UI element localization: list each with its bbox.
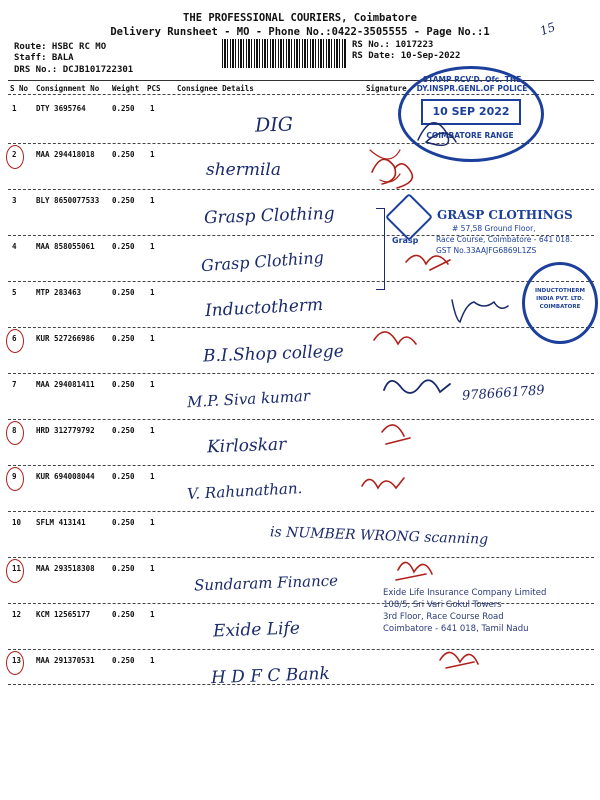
- col-consignee: Consignee Details: [177, 84, 254, 93]
- col-weight: Weight: [112, 84, 140, 93]
- signature-row1: [418, 123, 456, 146]
- runsheet-subtitle: Delivery Runsheet - MO - Phone No.:0422-3505555 - Page No.:1: [110, 26, 490, 38]
- row-consignment: KUR 694008044: [36, 472, 95, 481]
- row-weight: 0.250: [112, 242, 135, 251]
- row-weight: 0.250: [112, 150, 135, 159]
- exide-stamp-line-3: 3rd Floor, Race Course Road: [383, 612, 504, 622]
- signature-row5: [452, 300, 508, 322]
- signature-row8: [382, 425, 410, 444]
- row-consignee-handwritten: Inductotherm: [204, 294, 324, 322]
- row-consignment: MAA 294418018: [36, 150, 95, 159]
- row-consignment: KCM 12565177: [36, 610, 91, 619]
- row-weight: 0.250: [112, 472, 135, 481]
- row-weight: 0.250: [112, 196, 135, 205]
- signature-row4: [406, 255, 450, 270]
- rs-date: RS Date: 10-Sep-2022: [352, 51, 461, 61]
- row-weight: 0.250: [112, 334, 135, 343]
- row-pcs: 1: [150, 472, 155, 481]
- row-sno: 4: [12, 242, 17, 251]
- drs-number: DRS No.: DCJB101722301: [14, 65, 134, 75]
- row-sno: 6: [12, 334, 17, 343]
- grasp-logo-text: Grasp: [392, 236, 419, 245]
- row-consignment: DTY 3695764: [36, 104, 86, 113]
- row-consignment: MAA 858055061: [36, 242, 95, 251]
- signature-row2: [372, 159, 412, 188]
- row-consignment: MAA 294081411: [36, 380, 95, 389]
- row-pcs: 1: [150, 518, 155, 527]
- signature-row11: [396, 562, 432, 580]
- row-consignment: HRD 312779792: [36, 426, 95, 435]
- row-pcs: 1: [150, 196, 155, 205]
- col-signature: Signature: [366, 84, 407, 93]
- row-consignment: KUR 527266986: [36, 334, 95, 343]
- exide-stamp-line-2: 108/5, Sri Vari Gokul Towers: [383, 600, 502, 610]
- row-consignee-handwritten: is NUMBER WRONG scanning: [269, 524, 489, 548]
- rs-number: RS No.: 1017223: [352, 40, 434, 50]
- row-sno: 9: [12, 472, 17, 481]
- grasp-address-2: Race Course, Coimbatore - 641 018.: [436, 235, 573, 244]
- row-weight: 0.250: [112, 610, 135, 619]
- row-consignee-handwritten: M.P. Siva kumar: [186, 386, 311, 412]
- row-sno: 7: [12, 380, 17, 389]
- row-weight: 0.250: [112, 564, 135, 573]
- row-consignment: BLY 8650077533: [36, 196, 100, 205]
- row-consignee-handwritten: shermila: [206, 160, 281, 180]
- table-bottom-rule: [8, 684, 594, 685]
- col-pcs: PCS: [147, 84, 161, 93]
- row-pcs: 1: [150, 564, 155, 573]
- route-label: Route: HSBC RC MO: [14, 42, 107, 52]
- row-pcs: 1: [150, 610, 155, 619]
- exide-stamp-line-1: Exide Life Insurance Company Limited: [383, 588, 547, 598]
- police-stamp-ring-text: STAMP RCV'D. Ofc. THE DY.INSPR.GENL.OF POLICE: [416, 75, 528, 93]
- row-sno: 10: [12, 518, 22, 527]
- row-weight: 0.250: [112, 518, 135, 527]
- row-consignee-handwritten: V. Rahunathan.: [186, 478, 303, 504]
- police-stamp-range: COIMBATORE RANGE: [426, 131, 514, 140]
- col-sno: S No: [10, 84, 29, 93]
- row-consignee-handwritten: B.I.Shop college: [202, 341, 345, 367]
- row-pcs: 1: [150, 380, 155, 389]
- row-pcs: 1: [150, 242, 155, 251]
- inductotherm-ring-text: INDUCTOTHERM INDIA PVT. LTD. COIMBATORE: [535, 288, 585, 310]
- row-pcs: 1: [150, 426, 155, 435]
- row-sno: 8: [12, 426, 17, 435]
- row-sno: 3: [12, 196, 17, 205]
- company-title: THE PROFESSIONAL COURIERS, Coimbatore: [183, 12, 417, 24]
- signature-row9: [362, 478, 404, 488]
- police-stamp-date: 10 SEP 2022: [421, 99, 521, 125]
- row-consignee-handwritten: DIG: [254, 113, 294, 137]
- signature-row13: [440, 652, 478, 668]
- phone-note: 9786661789: [461, 383, 546, 404]
- row-consignment: MTP 283463: [36, 288, 82, 297]
- row-pcs: 1: [150, 104, 155, 113]
- row-consignee-handwritten: Kirloskar: [206, 434, 287, 458]
- row-weight: 0.250: [112, 656, 135, 665]
- row-weight: 0.250: [112, 104, 135, 113]
- row-consignment: MAA 291370531: [36, 656, 95, 665]
- row-consignment: SFLM 413141: [36, 518, 86, 527]
- row-sno: 12: [12, 610, 22, 619]
- signature-row6: [374, 332, 416, 344]
- row-sno: 13: [12, 656, 22, 665]
- row-sno: 11: [12, 564, 22, 573]
- grasp-address-1: # 57,58 Ground Floor,: [452, 224, 536, 233]
- row-consignee-handwritten: Sundaram Finance: [193, 571, 339, 595]
- row-consignee-handwritten: Exide Life: [212, 618, 301, 642]
- row-consignee-handwritten: H D F C Bank: [210, 663, 331, 689]
- grasp-gst: GST No.33AAJFG6869L1ZS: [436, 246, 537, 255]
- row-consignee-handwritten: Grasp Clothing: [203, 203, 335, 229]
- grasp-company-name: GRASP CLOTHINGS: [437, 208, 573, 222]
- col-consignment: Consignment No: [36, 84, 100, 93]
- row-sno: 1: [12, 104, 17, 113]
- row-sno: 2: [12, 150, 17, 159]
- row-pcs: 1: [150, 150, 155, 159]
- row-pcs: 1: [150, 288, 155, 297]
- row-sno: 5: [12, 288, 17, 297]
- page-corner-note: 15: [538, 19, 558, 39]
- row-consignee-handwritten: Grasp Clothing: [200, 247, 325, 276]
- row-weight: 0.250: [112, 380, 135, 389]
- signature-row7: [384, 380, 450, 393]
- row-pcs: 1: [150, 656, 155, 665]
- row-weight: 0.250: [112, 426, 135, 435]
- exide-stamp-line-4: Coimbatore - 641 018, Tamil Nadu: [383, 624, 529, 634]
- row-consignment: MAA 293518308: [36, 564, 95, 573]
- row-pcs: 1: [150, 334, 155, 343]
- staff-label: Staff: BALA: [14, 53, 74, 63]
- row-weight: 0.250: [112, 288, 135, 297]
